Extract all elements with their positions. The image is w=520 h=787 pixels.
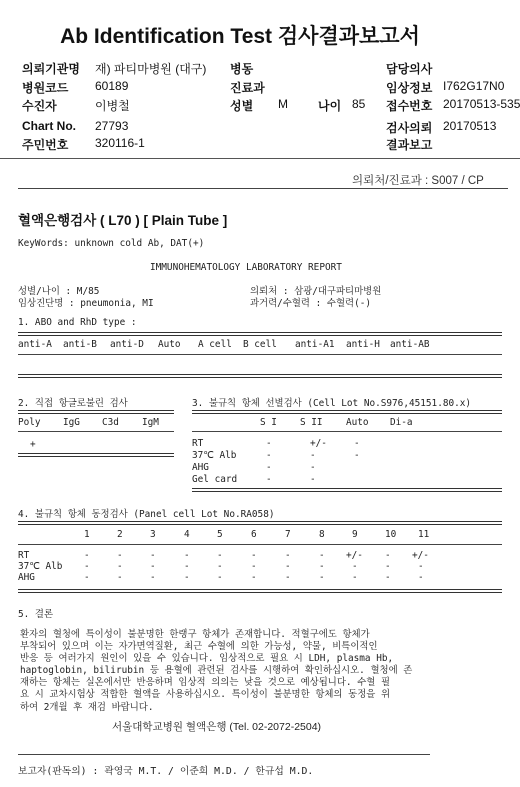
sec3-col: Auto xyxy=(346,417,369,428)
sec1-col: anti-A1 xyxy=(295,339,335,350)
sec4-cell: - xyxy=(251,572,257,583)
sec4-cell: - xyxy=(117,572,123,583)
sec2-title: 2. 직접 항글로불린 검사 xyxy=(18,398,128,409)
sec4-cell: - xyxy=(319,550,325,561)
sec3-cell: - xyxy=(310,474,316,485)
sec3-rule-bottom xyxy=(192,488,502,492)
sec4-rule-top xyxy=(18,521,502,525)
sec3-col: S I xyxy=(260,417,277,428)
institution-value: 재) 파티마병원 (대구) xyxy=(95,62,207,76)
sec4-row-label: 37℃ Alb xyxy=(18,561,63,572)
conclusion-line: 재하는 항체는 실온에서만 반응하며 임상적 의의는 낮을 것으로 예상됩니다. 수혈 필 xyxy=(20,677,391,689)
ward-label: 병동 xyxy=(230,62,254,76)
sec4-cell: +/- xyxy=(412,550,429,561)
sec4-body xyxy=(18,550,502,586)
clinical-info-label: 임상정보 xyxy=(386,81,433,95)
sec1-col: B cell xyxy=(243,339,277,350)
receipt-value: 20170513-535 xyxy=(443,97,520,111)
request-label: 검사의뢰 xyxy=(386,121,433,135)
sex-age: 성별/나이 : M/85 xyxy=(18,286,100,297)
sec4-cell: - xyxy=(184,561,190,572)
sec4-col: 11 xyxy=(418,529,430,540)
sec1-col: A cell xyxy=(198,339,232,350)
sec4-row-label: RT xyxy=(18,550,30,561)
sec4-cell: - xyxy=(150,572,156,583)
sec4-cell: - xyxy=(285,550,291,561)
sec4-col: 4 xyxy=(184,529,190,540)
id-value: 320116-1 xyxy=(95,136,145,150)
sec4-cell: - xyxy=(418,561,424,572)
sec4-cell: - xyxy=(84,550,90,561)
sec2-rule-top xyxy=(18,410,174,414)
sec3-col: S II xyxy=(300,417,323,428)
sec4-col: 6 xyxy=(251,529,257,540)
sec4-title: 4. 불규칙 항체 동정검사 (Panel cell Lot No.RA058) xyxy=(18,509,275,520)
sec3-col: Di-a xyxy=(390,417,413,428)
sec3-cell: - xyxy=(354,438,360,449)
sec1-col: anti-H xyxy=(346,339,380,350)
sec4-cell: - xyxy=(150,550,156,561)
sec4-col: 9 xyxy=(352,529,358,540)
sec4-cell: - xyxy=(184,550,190,561)
hospital-code-value: 60189 xyxy=(95,79,129,93)
sec4-cell: +/- xyxy=(346,550,363,561)
sec4-cell: - xyxy=(217,550,223,561)
requester: 의뢰처 : 삼광/대구파티마병원 xyxy=(250,286,382,297)
sec4-cell: - xyxy=(117,550,123,561)
sec3-title: 3. 불규칙 항체 선별검사 (Cell Lot No.S976,45151.80.x) xyxy=(192,398,472,409)
attending-label: 담당의사 xyxy=(386,62,433,76)
sec4-col: 7 xyxy=(285,529,291,540)
conclusion-line: 반응 등 여러가지 원인이 있을 수 있습니다. 임상적으로 필요 시 LDH, plasma Hb, xyxy=(20,653,394,665)
sec1-rule-mid xyxy=(18,354,502,355)
history: 과거력/수혈력 : 수혈력(-) xyxy=(250,298,372,309)
patient-label: 수진자 xyxy=(22,99,57,113)
sec4-col: 10 xyxy=(385,529,397,540)
institution-sign: 서울대학교병원 혈액은행 (Tel. 02-2072-2504) xyxy=(112,721,322,733)
clinical-info-value: I762G17N0 xyxy=(443,79,505,93)
sec3-rule-mid xyxy=(192,431,502,432)
sec1-title: 1. ABO and RhD type : xyxy=(18,317,137,328)
sec4-cell: - xyxy=(352,561,358,572)
sec3-row-label: Gel card xyxy=(192,474,238,485)
sec3-cell: - xyxy=(266,438,272,449)
header-divider xyxy=(0,158,520,159)
institution-label: 의뢰기관명 xyxy=(22,62,80,76)
department-label: 진료과 xyxy=(230,81,265,95)
sex-value: M xyxy=(278,97,288,111)
sec4-cell: - xyxy=(184,572,190,583)
sec1-col: anti-AB xyxy=(390,339,430,350)
sec4-cell: - xyxy=(285,561,291,572)
conclusion-line: haptoglobin, bilirubin 등 용혈에 관련된 검사를 시행하여 확인하십시오. 혈청에 존 xyxy=(20,665,413,677)
age-label: 나이 xyxy=(318,99,342,113)
id-label: 주민번호 xyxy=(22,138,69,152)
sec4-cell: - xyxy=(285,572,291,583)
age-value: 85 xyxy=(352,97,366,111)
sec1-col: anti-A xyxy=(18,339,52,350)
sec2-rule-bottom xyxy=(18,453,174,457)
sec4-cell: - xyxy=(319,572,325,583)
sec2-col: IgG xyxy=(63,417,80,428)
sec4-cell: - xyxy=(217,561,223,572)
patient-value: 이병철 xyxy=(95,99,130,113)
sec4-cell: - xyxy=(418,572,424,583)
sec4-cell: - xyxy=(251,550,257,561)
sec3-row-label: 37℃ Alb xyxy=(192,450,237,461)
sec4-col: 8 xyxy=(319,529,325,540)
sec4-col: 3 xyxy=(150,529,156,540)
sec4-cell: - xyxy=(84,561,90,572)
conclusion-line: 하여 2개월 후 재검 바랍니다. xyxy=(20,701,154,713)
report-label: 결과보고 xyxy=(386,138,433,152)
conclusion-line: 환자의 혈청에 특이성이 불분명한 한랭구 항체가 존재합니다. 적혈구에도 항체가 xyxy=(20,629,370,640)
sec3-cell: - xyxy=(354,450,360,461)
chart-value: 27793 xyxy=(95,119,129,133)
sec4-rule-mid xyxy=(18,544,502,545)
sec3-cell: - xyxy=(266,462,272,473)
sec4-rule-bottom xyxy=(18,589,502,593)
sec2-rule-mid xyxy=(18,431,174,432)
sec2-value-poly: + xyxy=(30,439,36,450)
dept-line: 의뢰처/진료과 : S007 / CP xyxy=(352,175,484,187)
sec2-col: IgM xyxy=(142,417,159,428)
sec4-col: 2 xyxy=(117,529,123,540)
keywords: KeyWords: unknown cold Ab, DAT(+) xyxy=(18,238,205,249)
sec3-row-label: AHG xyxy=(192,462,209,473)
conclusion-line: 부착되어 있으며 이는 자가면역질환, 최근 수혈에 의한 가능성, 약물, 비특이적인 xyxy=(20,641,378,653)
sec5-title: 5. 결론 xyxy=(18,609,54,620)
sec2-col: C3d xyxy=(102,417,119,428)
sec1-col: anti-D xyxy=(110,339,144,350)
receipt-label: 접수번호 xyxy=(386,99,433,113)
sec4-col: 5 xyxy=(217,529,223,540)
sec2-col: Poly xyxy=(18,417,41,428)
sec4-row-label: AHG xyxy=(18,572,35,583)
hospital-code-label: 병원코드 xyxy=(22,81,69,95)
sec3-cell: - xyxy=(266,474,272,485)
sec1-rule-bottom xyxy=(18,374,502,378)
sec4-col: 1 xyxy=(84,529,90,540)
sex-label: 성별 xyxy=(230,99,254,113)
chart-label: Chart No. xyxy=(22,119,76,133)
request-value: 20170513 xyxy=(443,119,497,133)
conclusion-line: 요 시 교차시험상 적합한 혈액을 사용하십시오. 특이성이 불분명한 항체의 동정을 위 xyxy=(20,689,391,701)
sec1-col: anti-B xyxy=(63,339,97,350)
sec4-cell: - xyxy=(251,561,257,572)
sec3-cell: - xyxy=(310,462,316,473)
reporter-rule xyxy=(18,754,430,755)
sec4-cell: - xyxy=(319,561,325,572)
sec1-col: Auto xyxy=(158,339,181,350)
sec4-cell: - xyxy=(117,561,123,572)
sec4-cell: - xyxy=(150,561,156,572)
sec1-rule-top xyxy=(18,332,502,336)
sec4-cell: - xyxy=(385,572,391,583)
sec4-header-row xyxy=(18,529,502,541)
sec3-cell: - xyxy=(266,450,272,461)
dept-rule xyxy=(18,188,508,189)
diagnosis: 임상진단명 : pneumonia, MI xyxy=(18,298,154,309)
reporter-line: 보고자(판독의) : 곽영국 M.T. / 이준희 M.D. / 한규섭 M.D. xyxy=(18,766,314,777)
report-title: Ab Identification Test 검사결과보고서 xyxy=(60,25,420,48)
sec4-cell: - xyxy=(385,561,391,572)
sec4-cell: - xyxy=(385,550,391,561)
sec3-rule-top xyxy=(192,410,502,414)
sec3-cell: +/- xyxy=(310,438,327,449)
section-title: 혈액은행검사 ( L70 ) [ Plain Tube ] xyxy=(18,213,228,228)
sec3-row-label: RT xyxy=(192,438,204,449)
sec4-cell: - xyxy=(84,572,90,583)
sec3-body xyxy=(192,438,502,488)
conclusion-text xyxy=(20,629,500,714)
sec4-cell: - xyxy=(352,572,358,583)
sec4-cell: - xyxy=(217,572,223,583)
report-heading: IMMUNOHEMATOLOGY LABORATORY REPORT xyxy=(150,262,342,273)
sec3-cell: - xyxy=(310,450,316,461)
